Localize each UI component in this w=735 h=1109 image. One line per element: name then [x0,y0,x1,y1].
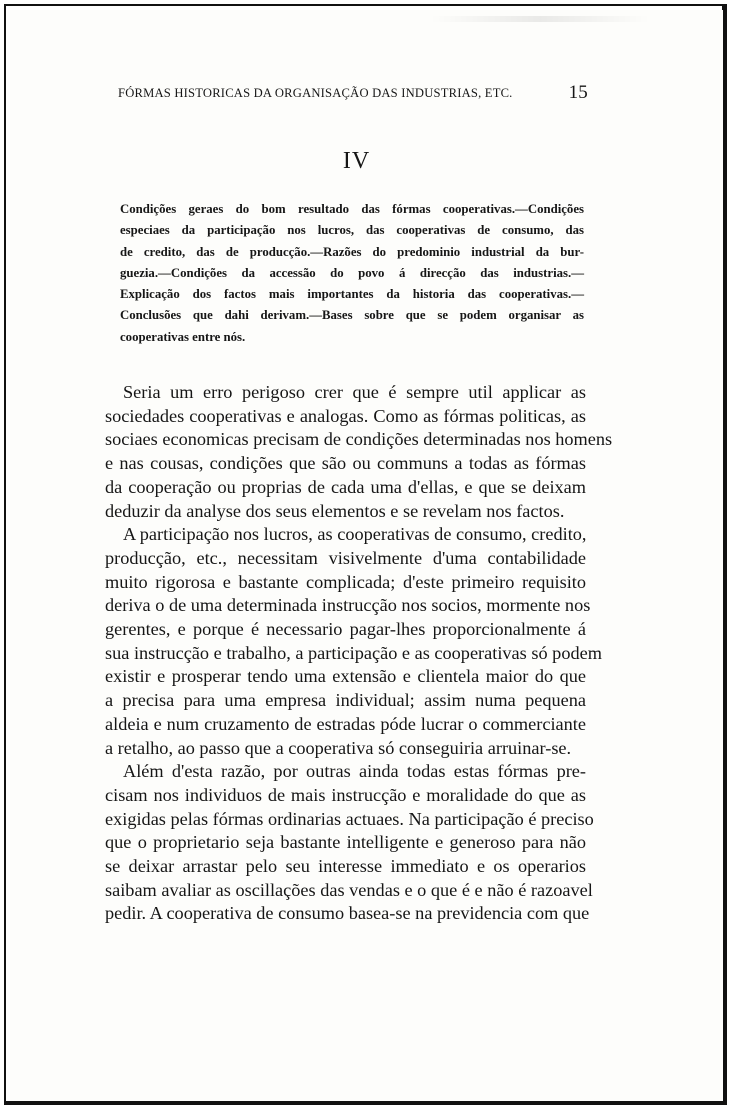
text-line: existir e prosperar tendo uma extensão e clientela maior do que [105,666,586,687]
text-line: que o proprietario seja bastante intelligente e generoso para não [105,832,586,853]
paragraph [105,760,594,926]
text-line: sociaes economicas precisam de condições determinadas nos homens [105,429,613,450]
text-line: producção, etc., necessitam visivelmente d'uma contabilidade [105,547,586,568]
running-title: FÓRMAS HISTORICAS DA ORGANISAÇÃO DAS INDUSTRIAS, ETC. [118,86,513,100]
paragraph [105,523,602,760]
summary-line: Explicação dos factos mais importantes da historia das cooperativas.— [120,287,584,302]
text-line: aldeia e num cruzamento de estradas póde lucrar o commerciante [105,713,586,734]
summary-line: guezia.—Condições da accessão do povo á direcção das industrias.— [120,265,584,280]
text-line: deriva o de uma determinada instrucção nos socios, mormente nos [105,595,591,616]
summary-line: Condições geraes do bom resultado das fórmas cooperativas.—Condições [120,202,584,216]
text-line: saibam avaliar as oscillações das vendas e o que é e não é razoavel [105,879,593,900]
text-line: sociedades cooperativas e analogas. Como as fórmas politicas, as [105,405,586,426]
text-line: Seria um erro perigoso crer que é sempre util applicar as [123,382,586,402]
body-text [105,381,613,926]
text-line: da cooperação ou proprias de cada uma d'ellas, e que se deixam [105,476,586,497]
text-line: gerentes, e porque é necessario pagar-lhes proporcionalmente á [105,619,586,640]
summary-line: cooperativas entre nós. [120,329,246,344]
summary-line: Conclusões que dahi derivam.—Bases sobre que se podem organisar as [120,308,584,323]
page-number: 15 [568,82,588,103]
summary-line: especiaes da participação nos lucros, das cooperativas de consumo, das [120,223,584,238]
running-header [118,82,588,103]
chapter-summary [120,199,584,348]
text-line: a precisa para uma empresa individual; assim numa pequena [105,690,586,711]
text-line: pedir. A cooperativa de consumo basea-se na previdencia com que [105,903,590,924]
scan-smudge [430,16,650,22]
text-line: a retalho, ao passo que a cooperativa só conseguiria arruinar-se. [105,737,572,758]
text-line: Além d'esta razão, por outras ainda todas estas fórmas pre- [123,761,586,782]
text-line: sua instrucção e trabalho, a participação e as cooperativas só podem [105,642,602,663]
text-line: e nas cousas, condições que são ou communs a todas as fórmas [105,453,586,474]
text-line: se deixar arrastar pelo seu interesse immediato e os operarios [105,856,586,877]
text-line: muito rigorosa e bastante complicada; d'este primeiro requisito [105,571,586,592]
chapter-heading: IV [342,148,371,174]
text-line: A participação nos lucros, as cooperativas de consumo, credito, [123,524,587,545]
text-line: deduzir da analyse dos seus elementos e se revelam nos factos. [105,500,565,521]
text-line: exigidas pelas fórmas ordinarias actuaes. Na participação é preciso [105,808,594,829]
summary-line: de credito, das de producção.—Razões do predominio industrial da bur- [120,244,584,259]
text-line: cisam nos individuos de mais instrucção e moralidade do que as [105,784,586,805]
paragraph [105,381,613,523]
